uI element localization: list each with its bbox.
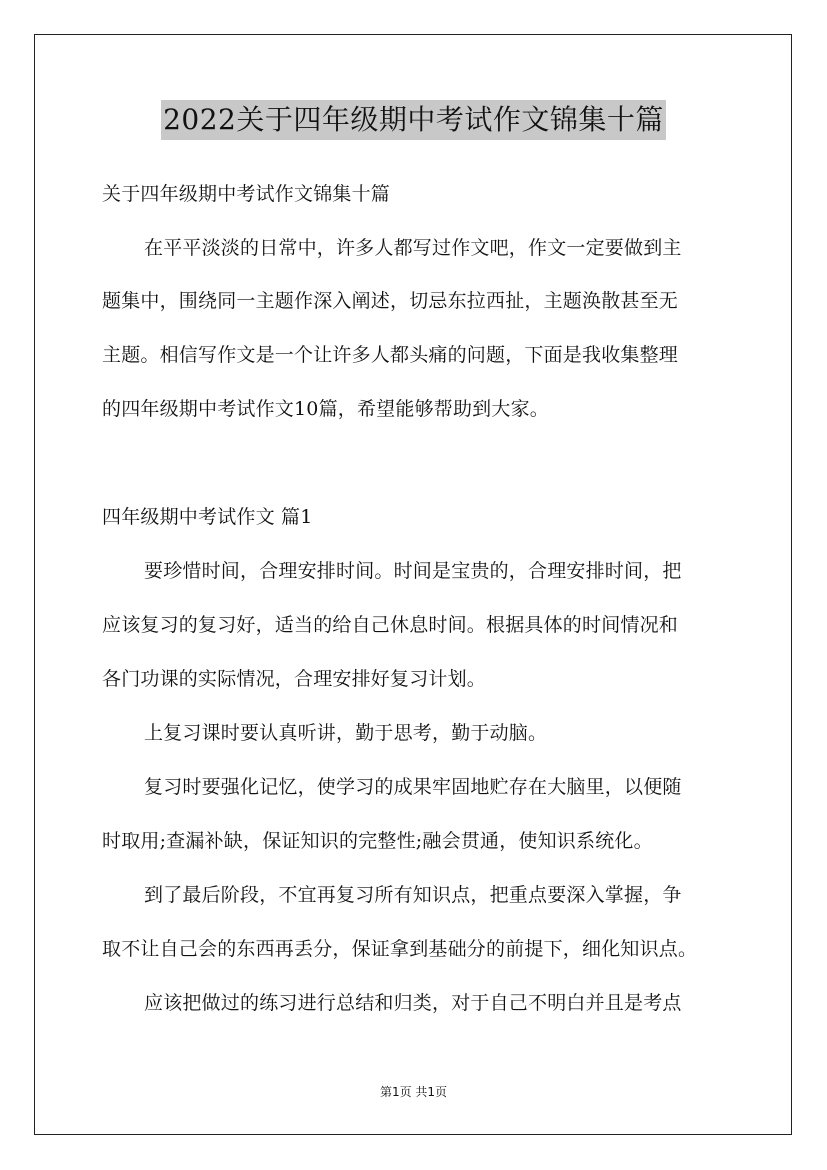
section-line-4: 上复习课时要认真听讲，勤于思考，勤于动脑。 [144,722,548,744]
intro-line-4: 的四年级期中考试作文10篇，希望能够帮助到大家。 [102,398,549,420]
document-subtitle: 关于四年级期中考试作文锦集十篇 [102,183,391,205]
section-heading: 四年级期中考试作文 篇1 [102,506,313,528]
section-line-2: 应该复习的复习好，适当的给自己休息时间。根据具体的时间情况和 [102,614,679,636]
section-line-8: 取不让自己会的东西再丢分，保证拿到基础分的前提下，细化知识点。 [102,938,698,960]
section-line-5: 复习时要强化记忆，使学习的成果牢固地贮存在大脑里，以便随 [144,776,682,798]
section-line-7: 到了最后阶段，不宜再复习所有知识点，把重点要深入掌握，争 [144,884,682,906]
title-container [0,100,827,140]
intro-line-2: 题集中，围绕同一主题作深入阐述，切忌东拉西扯，主题涣散甚至无 [102,290,679,312]
intro-line-1: 在平平淡淡的日常中，许多人都写过作文吧，作文一定要做到主 [144,237,682,259]
page-footer: 第1页 共1页 [379,1085,448,1099]
section-line-1: 要珍惜时间，合理安排时间。时间是宝贵的，合理安排时间，把 [144,560,682,582]
section-line-9: 应该把做过的练习进行总结和归类，对于自己不明白并且是考点 [144,992,682,1014]
section-line-6: 时取用;查漏补缺，保证知识的完整性;融会贯通，使知识系统化。 [102,830,653,852]
document-title: 2022关于四年级期中考试作文锦集十篇 [161,100,666,140]
intro-line-3: 主题。相信写作文是一个让许多人都头痛的问题，下面是我收集整理 [102,344,679,366]
section-line-3: 各门功课的实际情况，合理安排好复习计划。 [102,668,487,690]
